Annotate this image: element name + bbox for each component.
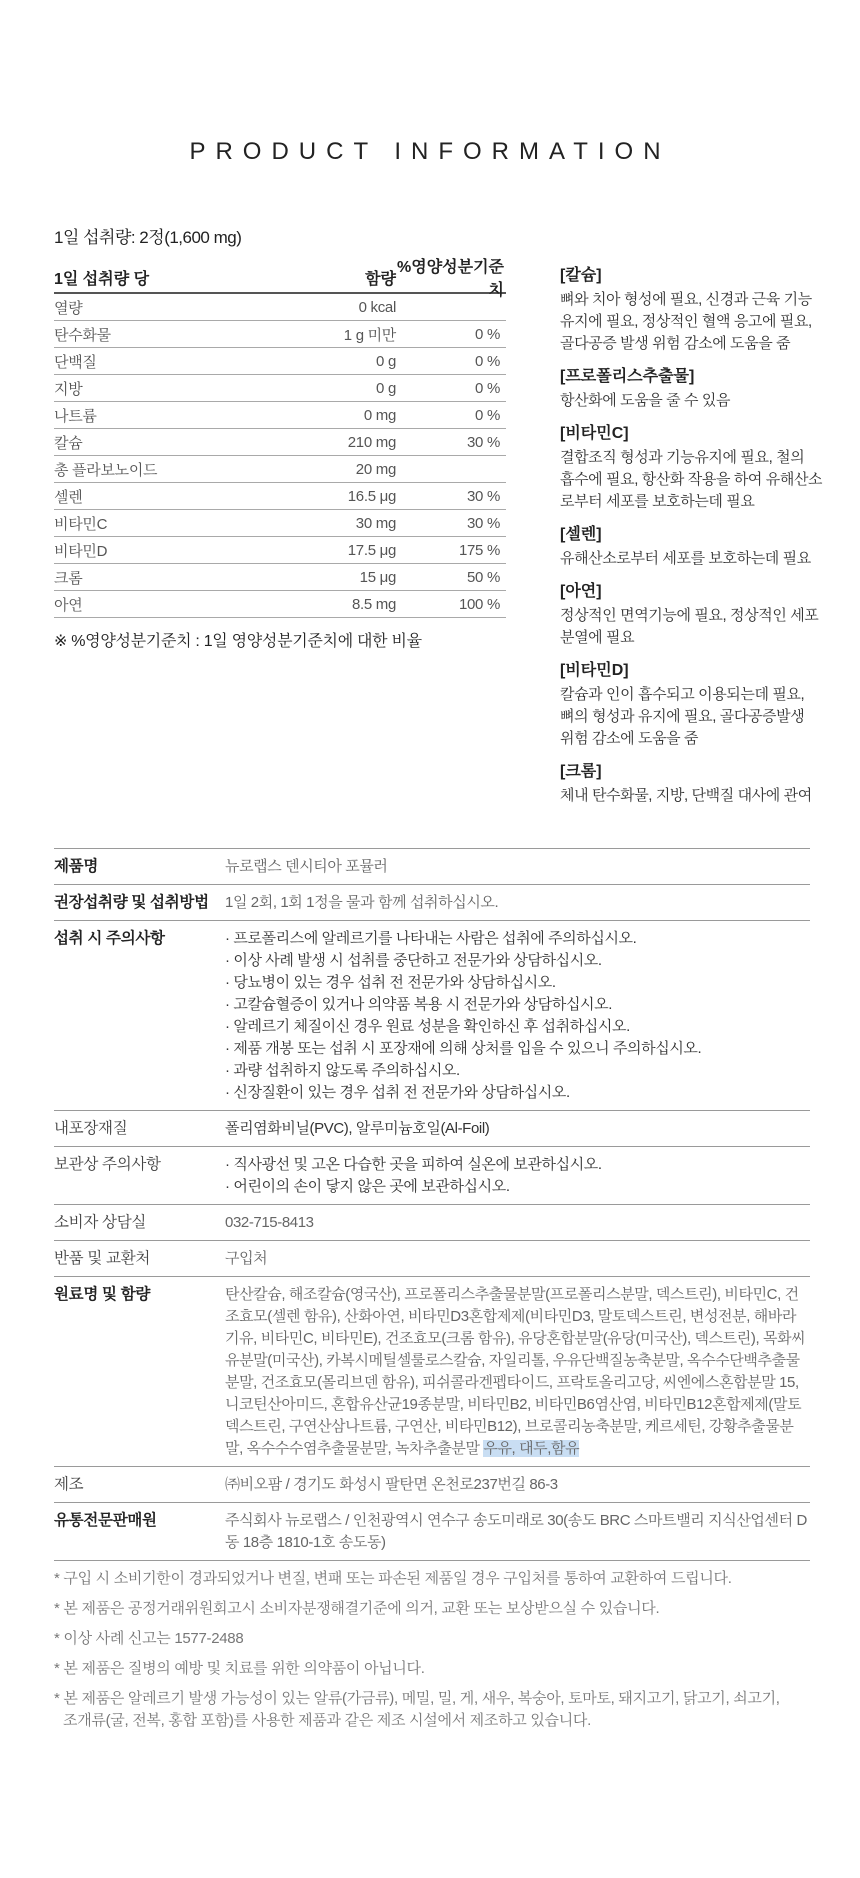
list-item: · 직사광선 및 고온 다습한 곳을 피하여 실온에 보관하십시오. [225,1156,602,1173]
info-label: 제품명 [54,858,99,875]
list-item: · 고칼슘혈증이 있거나 의약품 복용 시 전문가와 상담하십시오. [225,996,612,1013]
function-title: [셀렌] [560,526,602,543]
function-desc-line: 뼈의 형성과 유지에 필요, 골다공증발생 [560,708,805,725]
function-desc [560,684,830,750]
serving-size: 1일 섭취량: 2정(1,600 mg) [54,228,242,247]
nutrient-daily-value: 0 % [475,325,500,343]
function-title: [크롬] [560,763,602,780]
function-item [560,363,830,412]
function-desc [560,548,830,570]
nutrient-amount: 0 g [376,352,396,370]
info-label: 내포장재질 [54,1120,128,1137]
table-row [54,429,506,456]
nutrient-daily-value: 0 % [475,379,500,397]
function-desc-line: 정상적인 면역기능에 필요, 정상적인 세포 [560,607,819,624]
column-header-amount: 함량 [365,270,396,288]
nutrient-name: 아연 [54,596,83,614]
function-item [560,262,830,355]
info-label: 소비자 상담실 [54,1214,147,1231]
notice-list [54,1568,814,1740]
notice-item: * 구입 시 소비기한이 경과되었거나 변질, 변패 또는 파손된 제품일 경우 구입처를 통하여 교환하여 드립니다. [54,1570,732,1587]
page-title: PRODUCT INFORMATION [189,138,671,165]
info-label: 섭취 시 주의사항 [54,930,165,947]
function-item [560,657,830,750]
nutrition-table [54,259,506,618]
function-desc [560,605,830,649]
product-name: 뉴로랩스 덴시티아 포뮬러 [225,858,388,875]
nutrition-table-header [54,259,506,299]
function-desc [560,289,830,355]
nutrient-daily-value: 30 % [467,433,500,451]
function-desc-line: 항산화에 도움을 줄 수 있음 [560,392,731,409]
function-desc-line: 분열에 필요 [560,629,635,646]
nutrient-amount: 8.5 mg [351,595,396,613]
function-desc-line: 뼈와 치아 형성에 필요, 신경과 근육 기능 [560,291,812,308]
nutrient-name: 단백질 [54,353,97,371]
notice-line: 조개류(굴, 전복, 홍합 포함)를 사용한 제품과 같은 제조 시설에서 제조하고 있습니다. [63,1712,591,1729]
table-row [54,537,506,564]
nutrient-amount: 0 g [376,379,396,397]
function-desc [560,390,830,412]
nutrient-name: 지방 [54,380,83,398]
table-row [54,483,506,510]
maker-text: ㈜비오팜 / 경기도 화성시 팔탄면 온천로237번길 86-3 [225,1476,558,1493]
column-header-serving: 1일 섭취량 당 [54,270,150,288]
table-row [54,456,506,483]
info-row-maker [54,1467,810,1503]
info-label: 원료명 및 함량 [54,1286,151,1303]
nutrient-amount: 30 mg [355,514,396,532]
function-desc-line: 결합조직 형성과 기능유지에 필요, 철의 [560,449,805,466]
function-title: [비타민C] [560,425,629,442]
list-item: · 신장질환이 있는 경우 섭취 전 전문가와 상담하십시오. [225,1084,570,1101]
nutrient-name: 비타민C [54,515,108,533]
function-item [560,758,830,807]
nutrient-amount: 0 kcal [358,298,396,316]
nutrient-name: 탄수화물 [54,326,111,344]
nutrient-amount: 1 g 미만 [343,326,396,344]
product-info-table [54,848,810,1561]
info-label: 보관상 주의사항 [54,1156,161,1173]
function-title: [비타민D] [560,662,629,679]
nutrient-name: 셀렌 [54,488,83,506]
allergen-highlight: 우유, 대두,함유 [483,1440,580,1457]
info-label: 제조 [54,1476,84,1493]
list-item: · 당뇨병이 있는 경우 섭취 전 전문가와 상담하십시오. [225,974,556,991]
nutrient-daily-value: 30 % [467,514,500,532]
info-row-ingredients [54,1277,810,1467]
info-row-distributor [54,1503,810,1561]
nutrient-amount: 17.5 μg [347,541,396,559]
storage-list [225,1154,810,1198]
function-title: [칼슘] [560,267,602,284]
info-row-consumer [54,1205,810,1241]
nutrient-name: 비타민D [54,542,108,560]
ingredients-list: 탄산칼슘, 해조칼슘(영국산), 프로폴리스추출물분말(프로폴리스분말, 덱스트린), 비타민C, 건조효모(셀렌 함유), 산화아연, 비타민D3혼합제제(비타민D3, 말토덱스트린, 변성전분, 해바라기유, 비타민C, 비타민E), 건조효모(크롬 함유), 유당혼합분말(유당(미국산), 덱스트린), 목화씨유분말(미국산), 카복시메틸셀룰로스칼슘, 자일리톨, 우유단백질농축분말, 옥수수단백추출물분말, 건조효모(몰리브덴 함유), 피쉬콜라겐펩타이드, 프락토올리고당, 씨엔에스혼합분말 15, 니코틴산아미드, 혼합유산균19종분말, 비타민B2, 비타민B6염산염, 비타민B12혼합제제(말토덱스트린, 구연산삼나트륨, 구연산, 비타민B12), 브로콜리농축분말, 케르세틴, 강황추출물분말, 옥수수수염추출물분말, 녹차추출분말 [225,1286,806,1457]
function-title: [아연] [560,583,602,600]
table-row [54,402,506,429]
table-row [54,564,506,591]
function-item [560,420,830,513]
nutrient-amount: 15 μg [359,568,396,586]
table-row [54,591,506,618]
info-label: 권장섭취량 및 섭취방법 [54,894,209,911]
function-desc-line: 체내 탄수화물, 지방, 단백질 대사에 관여 [560,787,812,804]
notice-item [54,1688,814,1732]
function-item [560,578,830,649]
list-item: · 알레르기 체질이신 경우 원료 성분을 확인하신 후 섭취하십시오. [225,1018,630,1035]
table-row [54,321,506,348]
nutrient-name: 열량 [54,299,83,317]
notice-item: * 이상 사례 신고는 1577-2488 [54,1630,244,1647]
notice-item: * 본 제품은 질병의 예방 및 치료를 위한 의약품이 아닙니다. [54,1660,425,1677]
nutrient-name: 총 플라보노이드 [54,461,158,479]
list-item: · 과량 섭취하지 않도록 주의하십시오. [225,1062,460,1079]
info-row-return [54,1241,810,1277]
function-title: [프로폴리스추출물] [560,368,695,385]
nutrient-daily-value: 0 % [475,406,500,424]
info-label: 유통전문판매원 [54,1512,157,1529]
nutrient-name: 칼슘 [54,434,83,452]
function-desc-line: 흡수에 필요, 항산화 작용을 하여 유해산소 [560,471,823,488]
nutrient-name: 크롬 [54,569,83,587]
nutrient-name: 나트륨 [54,407,97,425]
info-row-storage [54,1147,810,1205]
return-text: 구입처 [225,1250,268,1267]
dosage-text: 1일 2회, 1회 1정을 물과 함께 섭취하십시오. [225,894,499,911]
info-row-product-name [54,849,810,885]
column-header-daily-value: %영양성분기준치 [397,259,504,299]
function-desc-line: 칼슘과 인이 흡수되고 이용되는데 필요, [560,686,805,703]
info-label: 반품 및 교환처 [54,1250,151,1267]
function-item [560,521,830,570]
nutrient-daily-value: 100 % [458,595,500,613]
function-desc-line: 위험 감소에 도움을 줌 [560,730,699,747]
daily-value-footnote: ※ %영양성분기준치 : 1일 영양성분기준치에 대한 비율 [54,633,422,650]
ingredients-text [225,1284,810,1460]
caution-list [225,928,810,1104]
list-item: · 어린이의 손이 닿지 않은 곳에 보관하십시오. [225,1178,510,1195]
nutrient-amount: 16.5 μg [347,487,396,505]
consumer-phone: 032-715-8413 [225,1214,314,1231]
nutrient-amount: 0 mg [363,406,396,424]
packaging-text: 폴리염화비닐(PVC), 알루미늄호일(Al-Foil) [225,1120,490,1137]
nutrient-daily-value: 0 % [475,352,500,370]
table-row [54,375,506,402]
notice-line: * 본 제품은 알레르기 발생 가능성이 있는 알류(가금류), 메밀, 밀, 게, 새우, 복숭아, 토마토, 돼지고기, 닭고기, 쇠고기, [54,1690,780,1707]
nutrient-daily-value: 50 % [467,568,500,586]
info-row-dosage [54,885,810,921]
list-item: · 프로폴리스에 알레르기를 나타내는 사람은 섭취에 주의하십시오. [225,930,637,947]
function-desc-line: 유지에 필요, 정상적인 혈액 응고에 필요, [560,313,812,330]
function-desc [560,785,830,807]
distributor-text: 주식회사 뉴로랩스 / 인천광역시 연수구 송도미래로 30(송도 BRC 스마트밸리 지식산업센터 D동 18층 1810-1호 송도동) [225,1512,807,1551]
function-desc [560,447,830,513]
info-row-packaging [54,1111,810,1147]
function-desc-line: 골다공증 발생 위험 감소에 도움을 줌 [560,335,791,352]
nutrient-amount: 210 mg [347,433,396,451]
nutrient-daily-value: 30 % [467,487,500,505]
list-item: · 제품 개봉 또는 섭취 시 포장재에 의해 상처를 입을 수 있으니 주의하십시오. [225,1040,702,1057]
table-row [54,348,506,375]
table-row [54,510,506,537]
nutrient-amount: 20 mg [355,460,396,478]
list-item: · 이상 사례 발생 시 섭취를 중단하고 전문가와 상담하십시오. [225,952,602,969]
function-list [560,262,830,815]
function-desc-line: 유해산소로부터 세포를 보호하는데 필요 [560,550,811,567]
function-desc-line: 로부터 세포를 보호하는데 필요 [560,493,755,510]
info-row-cautions [54,921,810,1111]
nutrient-daily-value: 175 % [458,541,500,559]
notice-item: * 본 제품은 공정거래위원회고시 소비자분쟁해결기준에 의거, 교환 또는 보상받으실 수 있습니다. [54,1600,660,1617]
